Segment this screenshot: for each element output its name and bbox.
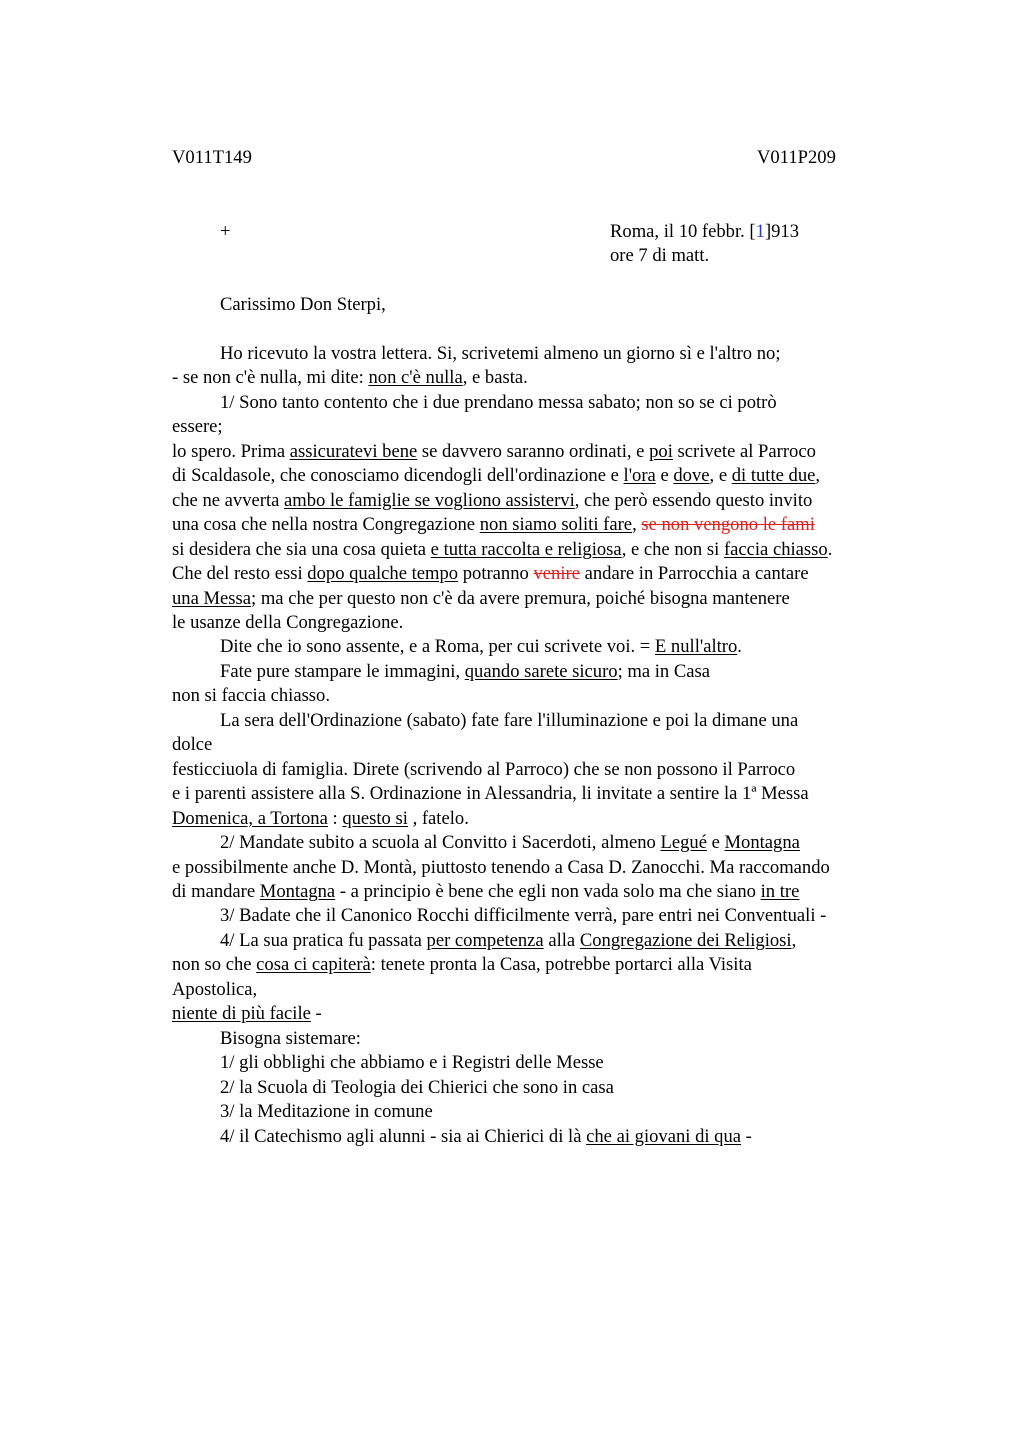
dateline-year: ]913 <box>764 221 800 242</box>
body-line: Apostolica, <box>172 979 258 1000</box>
body-line: festicciuola di famiglia. Direte (scrivendo al Parroco) che se non possono il Parroco <box>172 759 796 780</box>
body-line: che ne avverta ambo le famiglie se vogliono assistervi, che però essendo questo invito <box>172 490 813 511</box>
body-line: non si faccia chiasso. <box>172 685 330 706</box>
body-line: 4/ La sua pratica fu passata per competenza alla Congregazione dei Religiosi, <box>220 930 797 951</box>
body-line: Fate pure stampare le immagini, quando sarete sicuro; ma in Casa <box>220 661 711 682</box>
list-item: 1/ gli obblighi che abbiamo e i Registri delle Messe <box>220 1052 604 1073</box>
body-line: di mandare Montagna - a principio è bene che egli non vada solo ma che siano in tre <box>172 881 800 902</box>
body-line: le usanze della Congregazione. <box>172 612 404 633</box>
body-line: si desidera che sia una cosa quieta e tutta raccolta e religiosa, e che non si faccia chiasso. <box>172 539 833 560</box>
body-line: e i parenti assistere alla S. Ordinazione in Alessandria, li invitate a sentire la 1ª Messa <box>172 783 809 804</box>
body-line: 1/ Sono tanto contento che i due prendano messa sabato; non so se ci potrò <box>220 392 777 413</box>
deleted-text: se non vengono le fami <box>641 514 815 535</box>
body-line: Dite che io sono assente, e a Roma, per cui scrivete voi. = E null'altro. <box>220 636 742 657</box>
dateline-time: ore 7 di matt. <box>610 245 710 266</box>
body-line: 3/ Badate che il Canonico Rocchi difficilmente verrà, pare entri nei Conventuali - <box>220 905 827 926</box>
body-line: di Scaldasole, che conosciamo dicendogli dell'ordinazione e l'ora e dove, e di tutte due, <box>172 465 821 486</box>
body-line: Bisogna sistemare: <box>220 1028 361 1049</box>
body-line: - se non c'è nulla, mi dite: non c'è nulla, e basta. <box>172 367 528 388</box>
salutation: Carissimo Don Sterpi, <box>220 294 386 315</box>
cross-mark: + <box>220 221 231 242</box>
body-line: niente di più facile - <box>172 1003 322 1024</box>
body-line: non so che cosa ci capiterà: tenete pronta la Casa, potrebbe portarci alla Visita <box>172 954 752 975</box>
body-line: essere; <box>172 416 223 437</box>
footnote-ref[interactable]: 1 <box>755 221 765 242</box>
body-line: 2/ Mandate subito a scuola al Convitto i Sacerdoti, almeno Legué e Montagna <box>220 832 800 853</box>
body-line: La sera dell'Ordinazione (sabato) fate fare l'illuminazione e poi la dimane una <box>220 710 799 731</box>
list-item: 3/ la Meditazione in comune <box>220 1101 433 1122</box>
dateline-place-text: Roma, il 10 febbr. [ <box>610 221 756 242</box>
body-line: Domenica, a Tortona : questo si , fatelo. <box>172 808 469 829</box>
deleted-text: venire <box>533 563 580 584</box>
list-item: 4/ il Catechismo agli alunni - sia ai Chierici di là che ai giovani di qua - <box>220 1126 752 1147</box>
body-line: una cosa che nella nostra Congregazione non siamo soliti fare, se non vengono le fami <box>172 514 815 535</box>
body-line: lo spero. Prima assicuratevi bene se davvero saranno ordinati, e poi scrivete al Parroco <box>172 441 816 462</box>
header-left-code: V011T149 <box>172 147 252 168</box>
body-line: Che del resto essi dopo qualche tempo potranno venire andare in Parrocchia a cantare <box>172 563 809 584</box>
body-line: e possibilmente anche D. Montà, piuttosto tenendo a Casa D. Zanocchi. Ma raccomando <box>172 857 830 878</box>
dateline-place <box>610 220 799 244</box>
body-line: Ho ricevuto la vostra lettera. Si, scrivetemi almeno un giorno sì e l'altro no; <box>220 343 781 364</box>
body-line: dolce <box>172 734 213 755</box>
body-line: una Messa; ma che per questo non c'è da avere premura, poiché bisogna mantenere <box>172 588 790 609</box>
list-item: 2/ la Scuola di Teologia dei Chierici che sono in casa <box>220 1077 614 1098</box>
header-right-code: V011P209 <box>757 147 836 168</box>
